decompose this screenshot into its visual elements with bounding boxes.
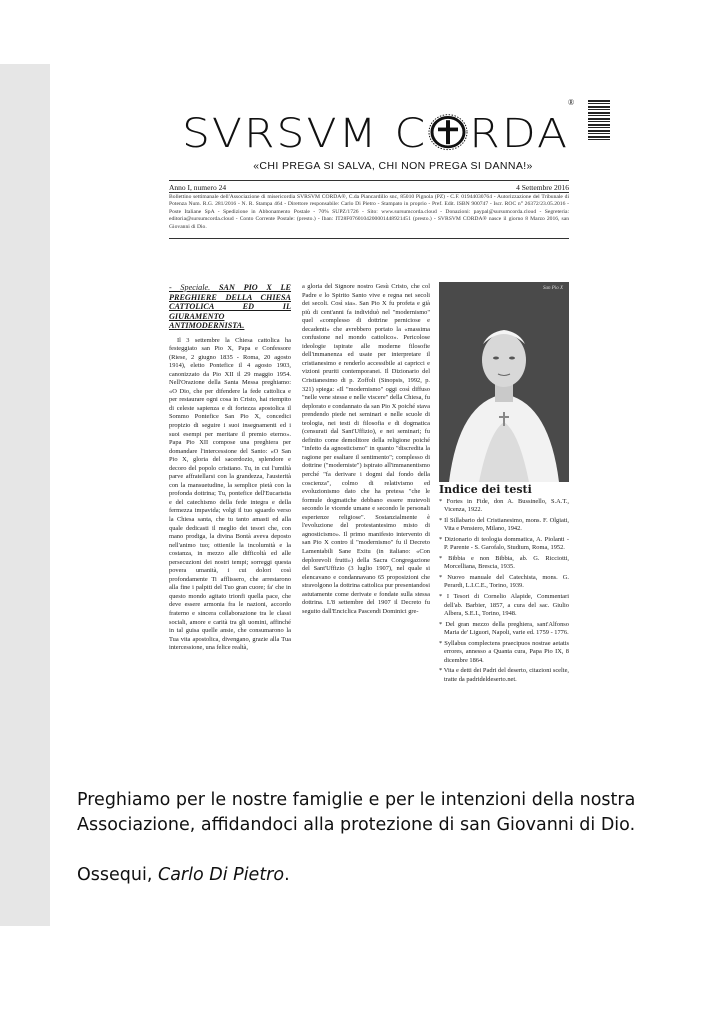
registered-mark: ®	[568, 98, 575, 107]
issue-date: 4 Settembre 2016	[516, 183, 569, 192]
issue-number: Anno I, numero 24	[169, 183, 227, 192]
left-margin-bar	[0, 64, 50, 926]
divider	[169, 192, 569, 193]
imprint: Bollettino settimanale dell'Associazione di misericordia SVRSVM CORDA®, C.da Piancardillo snc, 85010 Pignola (PZ) - C.F. 01944030764 - Autorizzazione del Tribunale di Potenza Num. R.G. 281/2016 - N. R. Stampa 464 - Direttore responsabile: Carlo Di Pietro - Stampato in proprio - Pref. Edit. ISBN 900747 - Iscr. ROC n° 26372/23.05.2016 - Poste Italiane SpA - Spedizione in Abbonamento Postale - 70% SUPZ/1726 - Sito: www.sursumcorda.cloud - Donazioni: paypal@sursumcorda.cloud - Segreteria: editoria@sursumcorda.cloud - Conto Corrente Postale: (presto.) - Iban: IT28F0760104200001448921451 (presto.) - SVRSVM CORDA® nasce il giorno 8 Marzo 2016, san Giovanni di Dio.	[169, 194, 569, 230]
headline-prefix: - Speciale.	[169, 283, 211, 292]
cross-circle-icon	[428, 114, 468, 151]
closing-suffix: .	[284, 865, 290, 885]
barcode-icon	[588, 100, 610, 142]
signature-name: Carlo Di Pietro	[157, 865, 285, 885]
footer-paragraph: Preghiamo per le nostre famiglie e per le intenzioni della nostra Associazione, affidandoci alla protezione di san Giovanni di Dio.	[77, 790, 636, 835]
newsletter-page	[123, 88, 615, 756]
article-column-2	[302, 283, 430, 619]
index-item: * Bibbia e non Bibbia, ab. G. Ricciotti, Morcelliana, Brescia, 1935.	[439, 554, 569, 571]
index-item: * Fortes in Fide, don A. Bussinello, S.A.T., Vicenza, 1922.	[439, 497, 569, 514]
closing-line	[77, 863, 717, 888]
index-item: * Nuovo manuale del Catechista, mons. G. Perardi, L.I.C.E., Torino, 1939.	[439, 573, 569, 590]
index-item: * Syllabus complectens praecipuos nostrae aetatis errores, annesso a Quanta cura, Papa Pio IX, 8 dicembre 1864.	[439, 639, 569, 664]
closing-prefix: Ossequi,	[77, 865, 158, 885]
article-paragraph: a gloria del Signore nostro Gesù Cristo, che col Padre e lo Spirito Santo vive e regna nei secoli dei secoli. Così sia». San Pio X fu profeta e già più di cent'anni fa individuò nel "modernismo" quel «complesso di dottrine perniciose e decadenti» che avrebbero portato la «massima confusione nel mondo cattolico». Pericolose ideologie ispirate alle moderne filosofie dell'immanenza ed usate per interpretare il cristianesimo e renderlo accessibile ai capricci e vizioni pruriti contemporanei. Il Dizionario del Cristianesimo di p. Zoffoli (Sinopsis, 1992, p. 321) spiega: «Il "modernismo" oggi così diffuso "nelle vene stesse e nelle viscere" della Chiesa, fu deplorato e condannato da san Pio X poiché stava prendendo piede nei seminari e nelle scuole di teologia, nei testi di filosofia e di dogmatica (censurati dal Sant'Uffizio), e nei seminari; fu definito come demolitore della religione poiché "infetto da agnosticismo" in quanto "discredita la ragione per esaltare il sentimento"; complesso di dottrine ("moderniste") ispirato all'immanentismo perché "fa derivare i dogmi dal fondo della coscienza", colmo di relativismo ed evoluzionismo dato che ha pretesa "che le formule dogmatiche debbano essere mutevoli secondo le vicende umane e secondo le personali esperienze religiose". Sostanzialmente è l'evoluzione del protestantesimo misto di agnosticismo». Il primo manifesto intervento di san Pio X contro il "modernismo" fu il Decreto Lamentabili Sane Exitu (in italiano: «Con deplorevoli frutti») della Sacra Congregazione del Sant'Uffizio (3 luglio 1907), nel quale si elencavano e condannavano 65 proposizioni che stravolgono la dottrina cattolica pur presentandosi astutamente come derivate e fondate sulla stessa dottrina. L'8 settembre del 1907 il Decreto fu seguito dall'Enciclica Pascendi Dominici gre-	[302, 283, 430, 615]
index-item: * I Tesori di Cornelio Alapide, Commentari dell'ab. Barbier, 1857, a cura del sac. Giulio Albera, S.E.I., Torino, 1948.	[439, 593, 569, 618]
article-paragraph: Il 3 settembre la Chiesa cattolica ha festeggiato san Pio X, Papa e Confessore (Riese, 2 giugno 1835 - Roma, 20 agosto 1914), eletto Pontefice il 4 agosto 1903, canonizzato da Pio XII il 29 maggio 1954. Nell'Orazione della Santa Messa preghiamo: «O Dio, che per difendere la fede cattolica e per restaurare ogni cosa in Cristo, hai riempito di celeste sapienza e di fortezza apostolica il Sommo Pontefice San Pio X, concedici propizio di seguire i suoi insegnamenti ed i suoi esempi per meritare il premio eterno». Papa Pio XII compose una preghiera per domandare l'intercessione del Santo: «O San Pio X, gloria del sacerdozio, splendore e decoro del popolo cristiano. Tu, in cui l'umiltà parve affratellarsi con la grandezza, l'austerità con la mansuetudine, la semplice pietà con la profonda dottrina; Tu, pontefice dell'Eucaristia e del catechismo della fede integra e della fermezza impavida; volgi il tuo sguardo verso la Chiesa santa, che tu tanto amasti ed alla quale dedicasti il meglio dei tesori che, con mano prodiga, la divina Bontà aveva deposto nell'animo tuo; ottienile la incolumità e la costanza, in mezzo alle difficoltà ed alle persecuzioni dei nostri tempi; sorreggi questa povera umanità, i cui dolori così profondamente Ti afflissero, che arrestarono alla fine i palpiti del Tuo gran cuore; fa' che in questo mondo agitato trionfi quella pace, che deve essere armonia fra le nazioni, accordo fraterno e sincera collaborazione tra le classi sociali, amore e carità tra gli uomini, affinché in tal guisa quelle ansie, che consumarono la Tua vita apostolica, divengano, grazie alla Tua intercessione, una felice realtà,	[169, 336, 291, 652]
article-column-1	[169, 283, 291, 656]
article-headline	[169, 283, 291, 331]
divider	[169, 180, 569, 181]
headline-text: SAN PIO X LE PREGHIERE DELLA CHIESA CATTOLICA ED IL GIURAMENTO ANTIMODERNISTA.	[169, 283, 292, 330]
masthead	[178, 110, 573, 158]
tagline: «CHI PREGA SI SALVA, CHI NON PREGA SI DANNA!»	[253, 160, 533, 172]
photo-caption: San Pio X	[543, 286, 563, 291]
index-item: * Dizionario di teologia dommatica, A. Piolanti - P. Parente - S. Garofalo, Studium, Roma, 1952.	[439, 535, 569, 552]
index-title: Indice dei testi	[439, 483, 532, 496]
divider	[169, 238, 569, 239]
index-item: * Del gran mezzo della preghiera, sant'Alfonso Maria de' Liguori, Napoli, varie ed. 1759 - 1776.	[439, 620, 569, 637]
index-item: * Il Sillabario del Cristianesimo, mons. F. Olgiati, Vita e Pensiero, Milano, 1942.	[439, 516, 569, 533]
index-column	[439, 483, 569, 686]
pope-portrait-icon	[439, 282, 569, 482]
masthead-title-right: RDA	[469, 110, 570, 157]
footer-text	[77, 788, 717, 913]
masthead-title-left: SVRSVM C	[181, 110, 428, 157]
portrait-photo	[439, 282, 569, 482]
index-item: * Vita e detti dei Padri del deserto, citazioni scelte, tratte da padrideldeserto.net.	[439, 667, 569, 683]
